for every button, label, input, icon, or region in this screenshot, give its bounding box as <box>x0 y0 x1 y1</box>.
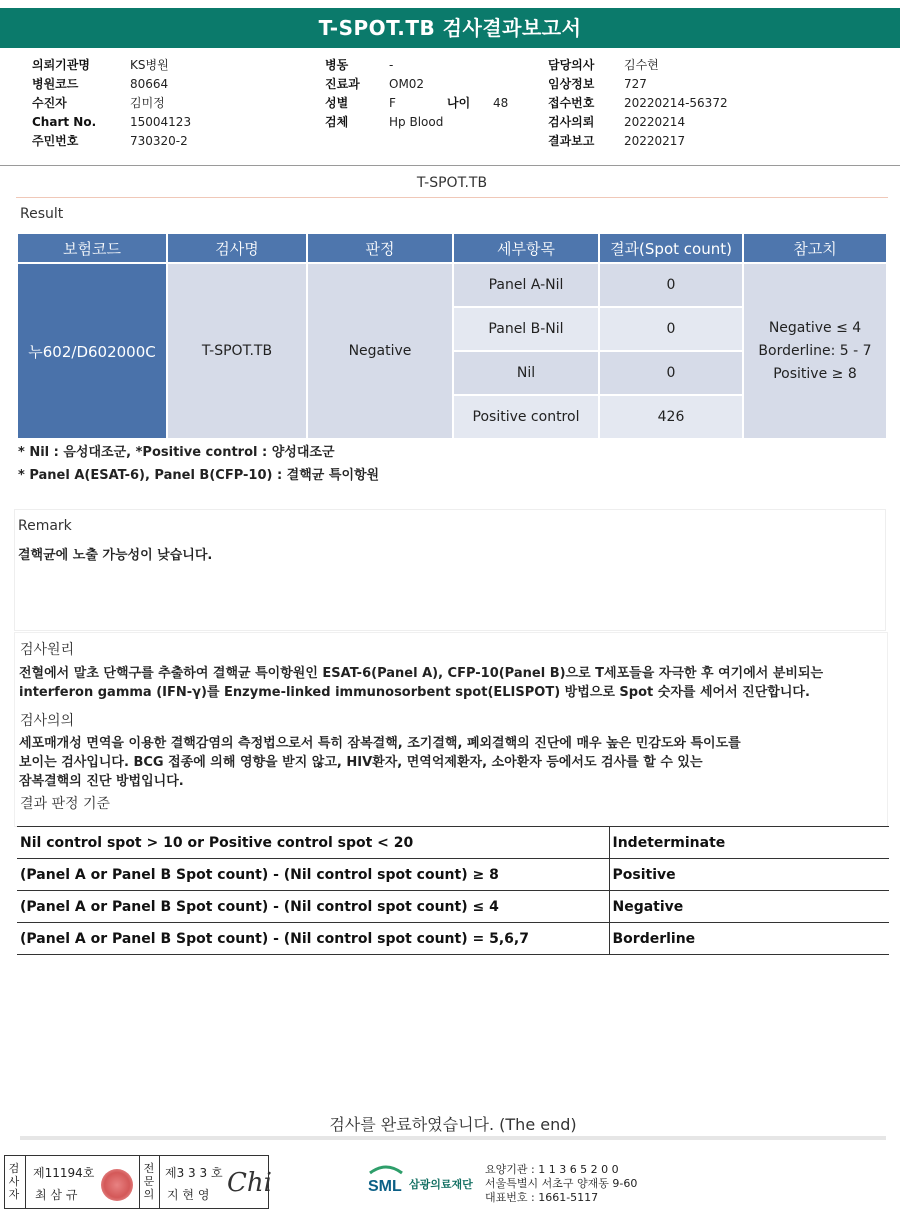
criteria-row <box>17 891 889 923</box>
specialist-vertical-label <box>140 1162 158 1201</box>
vertical-char: 문 <box>143 1175 155 1188</box>
info-value: 48 <box>493 96 509 110</box>
header-judgement: 판정 <box>308 234 452 262</box>
description-box <box>14 632 888 827</box>
info-value: 727 <box>624 77 647 91</box>
criteria-table <box>17 826 889 955</box>
info-label: Chart No. <box>32 115 97 129</box>
significance-text <box>19 734 741 791</box>
criteria-condition: Nil control spot > 10 or Positive control spot < 20 <box>17 827 609 859</box>
examiner-vertical-label <box>5 1162 23 1201</box>
section-title: T-SPOT.TB <box>16 172 888 198</box>
info-label: 검체 <box>325 115 349 129</box>
info-value: 20220214-56372 <box>624 96 728 110</box>
spot-count-cell: 426 <box>600 396 742 438</box>
info-value: 80664 <box>130 77 169 91</box>
criteria-condition: (Panel A or Panel B Spot count) - (Nil control spot count) = 5,6,7 <box>17 923 609 955</box>
info-label: 접수번호 <box>548 96 595 110</box>
result-label: Result <box>20 206 64 222</box>
result-row <box>18 264 886 306</box>
info-label: 임상정보 <box>548 77 595 91</box>
criteria-condition: (Panel A or Panel B Spot count) - (Nil control spot count) ≤ 4 <box>17 891 609 923</box>
footer-divider <box>159 1156 160 1208</box>
principle-label: 검사원리 <box>20 642 75 658</box>
header-detail-item: 세부항목 <box>454 234 598 262</box>
org-info <box>485 1163 637 1205</box>
logo-text: SML <box>368 1178 402 1195</box>
end-text: 검사를 완료하였습니다. (The end) <box>20 1110 886 1140</box>
remark-box <box>14 509 886 631</box>
info-label: 주민번호 <box>32 134 79 148</box>
note-line: * Panel A(ESAT-6), Panel B(CFP-10) : 결핵균 특이항원 <box>18 468 380 483</box>
vertical-char: 의 <box>143 1188 155 1201</box>
principle-line: interferon gamma (IFN-γ)를 Enzyme-linked immunosorbent spot(ELISPOT) 방법으로 Spot 숫자를 세어서 진단합니다. <box>19 685 810 700</box>
info-value: F <box>389 96 396 110</box>
header-test-name: 검사명 <box>168 234 306 262</box>
info-label: 결과보고 <box>548 134 595 148</box>
info-label: 의뢰기관명 <box>32 58 90 72</box>
info-label: 검사의뢰 <box>548 115 595 129</box>
info-label: 병원코드 <box>32 77 79 91</box>
reference-cell <box>744 264 886 438</box>
org-info-line: 대표번호 : 1661-5117 <box>485 1191 599 1204</box>
org-name: 삼광의료재단 <box>409 1178 473 1191</box>
criteria-row <box>17 923 889 955</box>
result-notes <box>18 441 379 487</box>
seal-stamp-icon <box>101 1169 133 1201</box>
org-info-line: 요양기관 : 1 1 3 6 5 2 0 0 <box>485 1163 619 1176</box>
info-value: 20220214 <box>624 115 686 129</box>
info-left-column <box>32 56 191 151</box>
info-value: 20220217 <box>624 134 686 148</box>
org-info-line: 서울특별시 서초구 양재동 9-60 <box>485 1177 638 1190</box>
vertical-char: 자 <box>8 1188 20 1201</box>
info-value: Hp Blood <box>389 115 444 129</box>
detail-item-cell: Positive control <box>454 396 598 438</box>
criteria-row <box>17 859 889 891</box>
header-spot-count: 결과(Spot count) <box>600 234 742 262</box>
spot-count-cell: 0 <box>600 308 742 350</box>
judgement-cell: Negative <box>308 264 452 438</box>
criteria-condition: (Panel A or Panel B Spot count) - (Nil control spot count) ≥ 8 <box>17 859 609 891</box>
principle-text <box>19 664 823 702</box>
result-header-row <box>18 234 886 262</box>
remark-text: 결핵균에 노출 가능성이 낮습니다. <box>18 548 213 563</box>
info-label: 병동 <box>325 58 349 72</box>
reference-line: Borderline: 5 - 7 <box>758 342 872 359</box>
detail-item-cell: Panel A-Nil <box>454 264 598 306</box>
criteria-row <box>17 827 889 859</box>
info-label: 진료과 <box>325 77 360 91</box>
vertical-char: 검 <box>8 1162 20 1175</box>
header-insurance-code: 보험코드 <box>18 234 166 262</box>
info-value: KS병원 <box>130 58 169 72</box>
sml-logo-icon <box>366 1163 406 1197</box>
significance-line: 보이는 검사입니다. BCG 접종에 의해 영향을 받지 않고, HIV환자, 면역억제환자, 소아환자 등에서도 검사를 할 수 있는 <box>19 755 703 770</box>
signature-box <box>4 1155 272 1209</box>
examiner-license: 제11194호 <box>33 1166 95 1180</box>
info-value: 15004123 <box>130 115 192 129</box>
criteria-result: Indeterminate <box>609 827 889 859</box>
insurance-code-cell: 누602/D602000C <box>18 264 166 438</box>
remark-label: Remark <box>18 518 72 534</box>
detail-item-cell: Nil <box>454 352 598 394</box>
info-label: 성별 <box>325 96 349 110</box>
test-name-cell: T-SPOT.TB <box>168 264 306 438</box>
report-title: T-SPOT.TB 검사결과보고서 <box>0 8 900 48</box>
header-reference: 참고치 <box>744 234 886 262</box>
reference-line: Positive ≥ 8 <box>773 365 857 382</box>
criteria-result: Positive <box>609 859 889 891</box>
result-table <box>16 232 888 440</box>
info-value: 730320-2 <box>130 134 188 148</box>
info-value: OM02 <box>389 77 425 91</box>
spot-count-cell: 0 <box>600 264 742 306</box>
specialist-license: 제3 3 3 호 <box>165 1166 223 1180</box>
significance-label: 검사의의 <box>20 713 75 729</box>
header-divider <box>0 165 900 166</box>
signature: Chi <box>227 1168 272 1198</box>
criteria-label: 결과 판정 기준 <box>20 796 111 812</box>
specialist-name: 지 현 영 <box>167 1188 210 1202</box>
vertical-char: 사 <box>8 1175 20 1188</box>
vertical-char: 전 <box>143 1162 155 1175</box>
info-value: 김미정 <box>130 96 165 110</box>
note-line: * Nil : 음성대조군, *Positive control : 양성대조군 <box>18 445 335 460</box>
info-value: 김수현 <box>624 58 659 72</box>
examiner-name: 최 삼 규 <box>35 1188 78 1202</box>
footer-divider <box>25 1156 26 1208</box>
detail-item-cell: Panel B-Nil <box>454 308 598 350</box>
spot-count-cell: 0 <box>600 352 742 394</box>
significance-line: 잠복결핵의 진단 방법입니다. <box>19 774 184 789</box>
significance-line: 세포매개성 면역을 이용한 결핵감염의 측정법으로서 특히 잠복결핵, 조기결핵, 폐외결핵의 진단에 매우 높은 민감도와 특이도를 <box>19 736 741 751</box>
reference-line: Negative ≤ 4 <box>768 319 862 336</box>
principle-line: 전혈에서 말초 단핵구를 추출하여 결핵균 특이항원인 ESAT-6(Panel A), CFP-10(Panel B)으로 T세포들을 자극한 후 여기에서 분비되는 <box>19 666 824 681</box>
info-middle-column <box>325 56 551 132</box>
info-label: 담당의사 <box>548 58 595 72</box>
info-label: 나이 <box>447 96 471 110</box>
criteria-result: Negative <box>609 891 889 923</box>
info-value: - <box>389 58 394 72</box>
info-right-column <box>548 56 728 151</box>
info-label: 수진자 <box>32 96 67 110</box>
criteria-result: Borderline <box>609 923 889 955</box>
